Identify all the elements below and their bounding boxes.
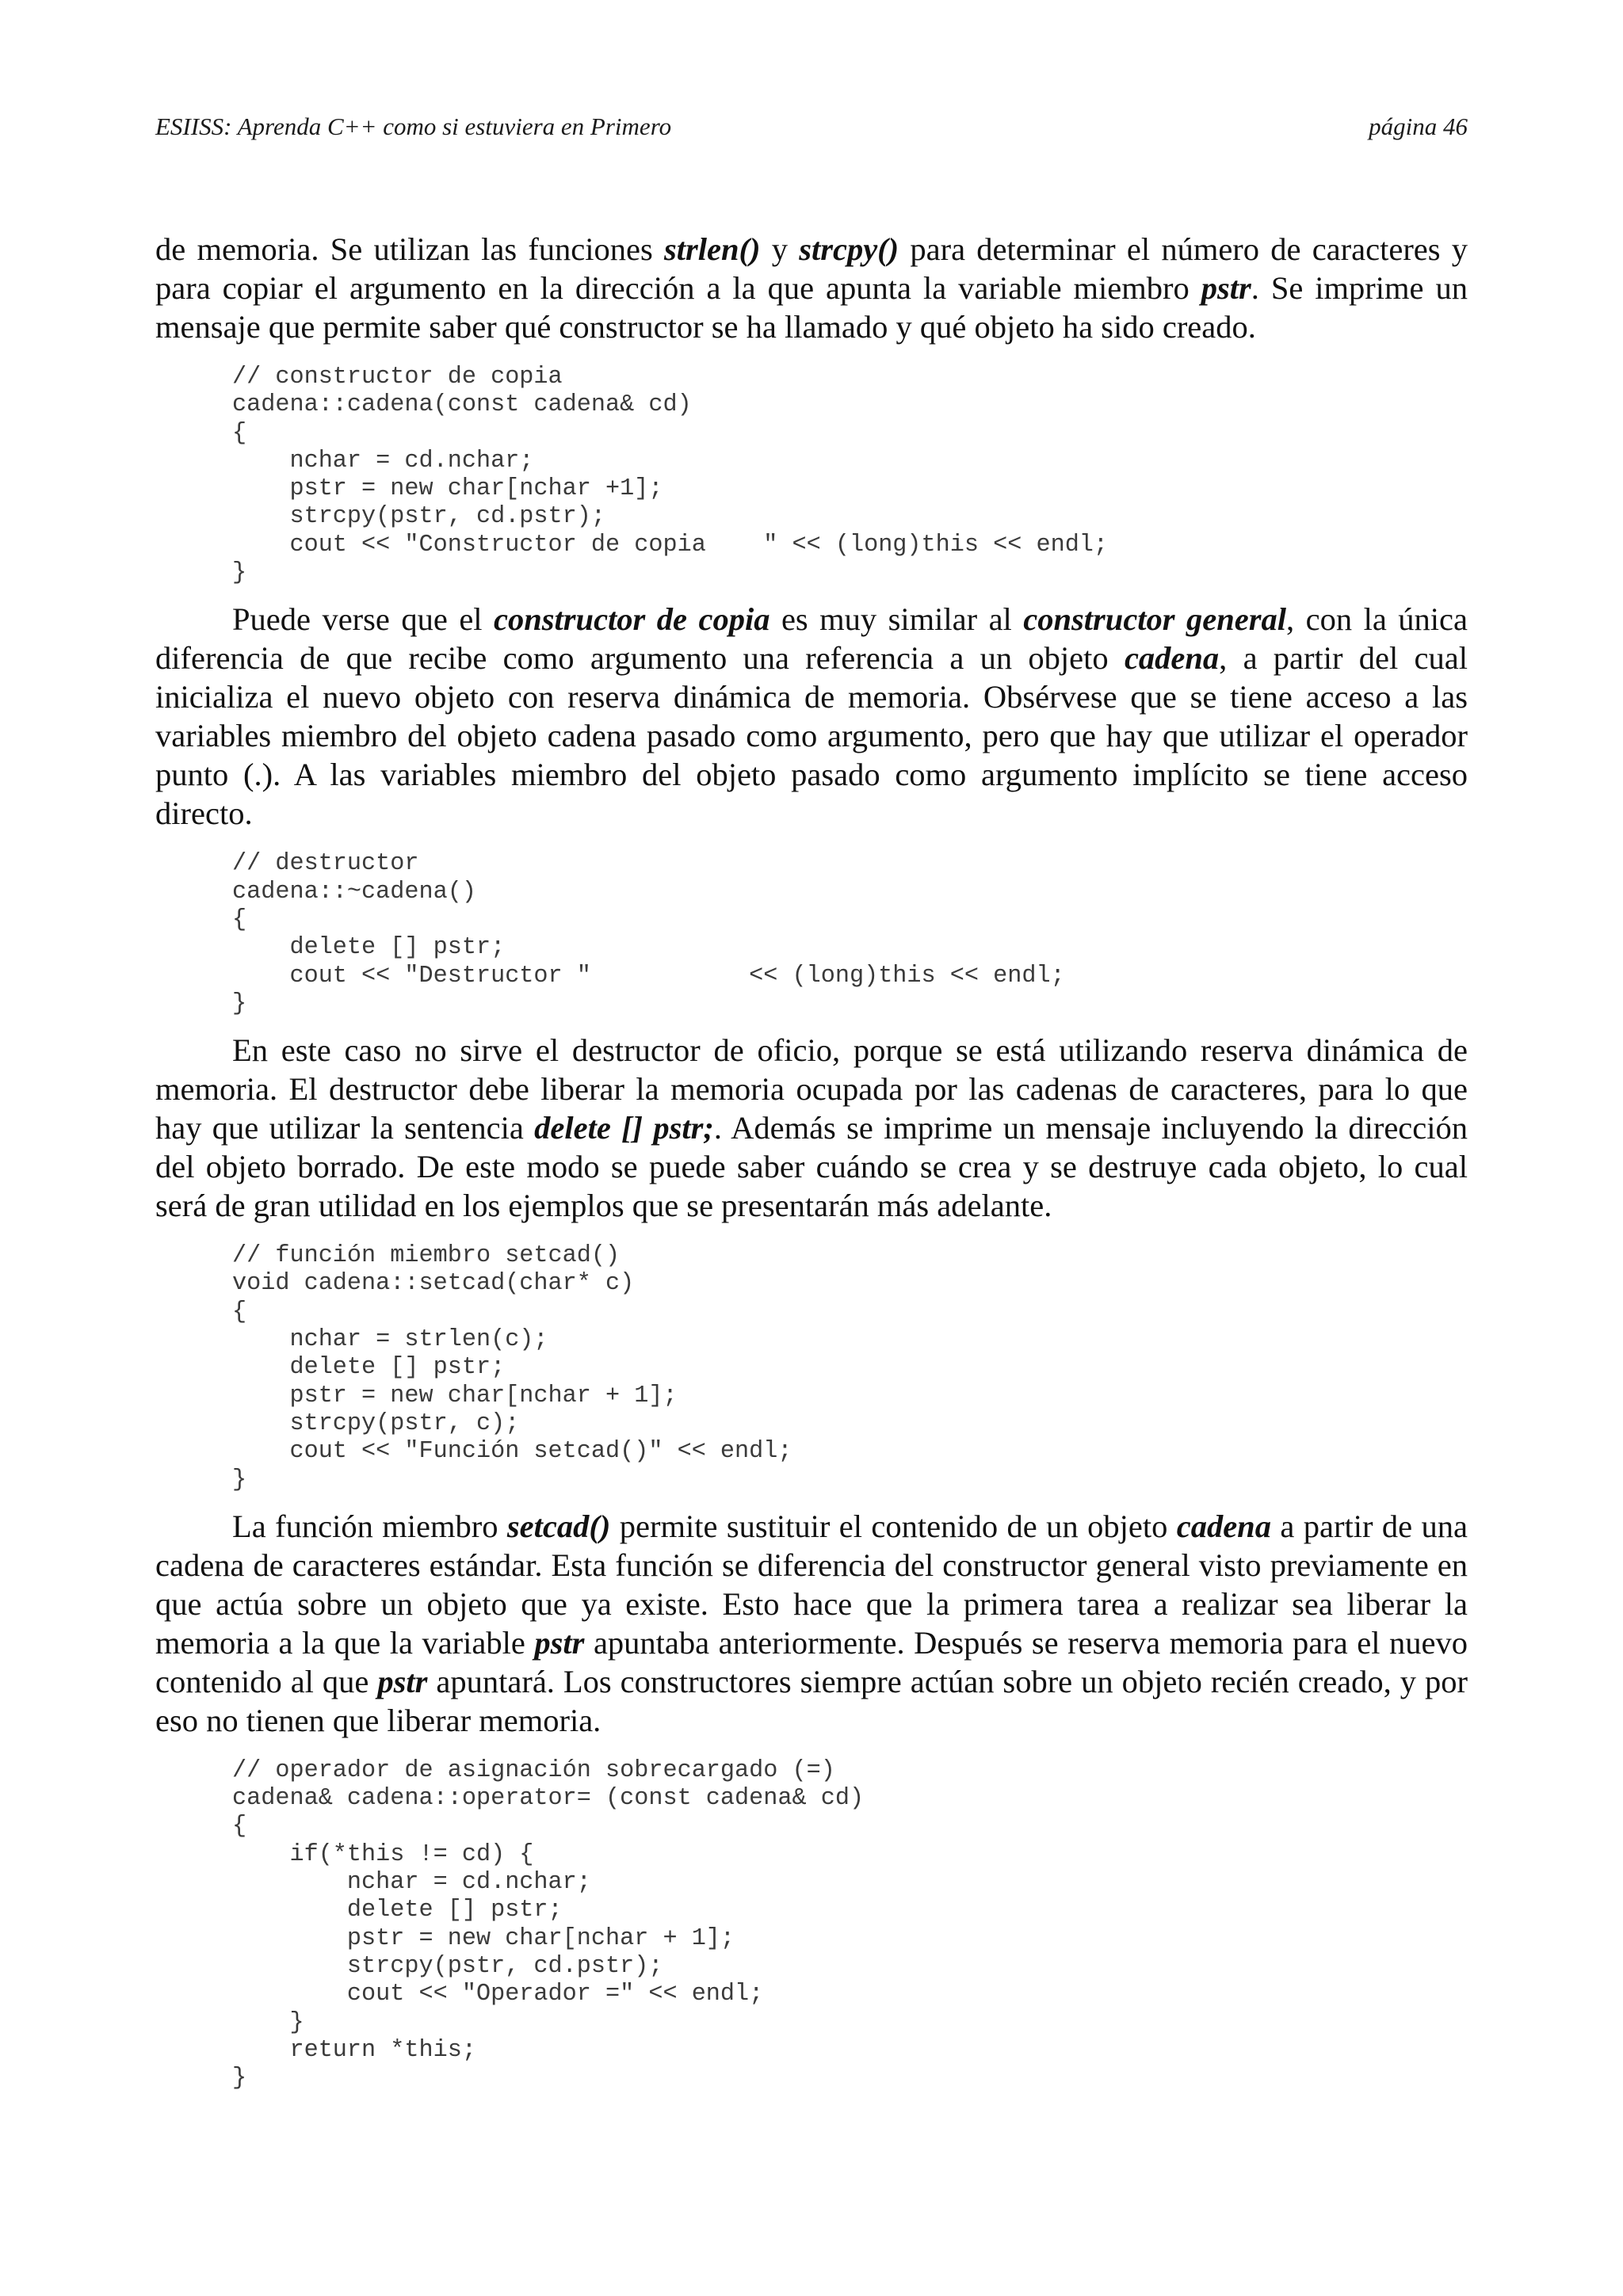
text-run: . Además se imprime un mensaje incluyendo la dirección del objeto borrado. De este modo se puede saber cuándo se crea y se destruye cada objeto, lo cual será de gran utilidad en los ejemplos que se presentarán más adelante. [155, 1110, 1468, 1224]
text-run: a partir de una cadena de caracteres estándar. Esta función se diferencia del constructor general visto previamente en que actúa sobre un objeto que ya existe. Esto hace que la primera tarea a realizar sea liberar la memoria a la que la variable [155, 1508, 1468, 1661]
paragraph-2 [155, 600, 1468, 833]
keyword-pstr: pstr [377, 1663, 428, 1699]
keyword-pstr: pstr [534, 1624, 585, 1661]
keyword-cadena: cadena [1124, 640, 1220, 677]
paragraph-3 [155, 1031, 1468, 1225]
text-run: apuntaba anteriormente. Después se reserva memoria para el nuevo contenido al que [155, 1624, 1468, 1699]
keyword-delete-pstr: delete [] pstr; [534, 1110, 714, 1146]
code-block-setcad: // función miembro setcad() void cadena::setcad(char* c) { nchar = strlen(c); delete [] pstr; pstr = new char[nchar + 1]; strcpy(pstr, c); cout << "Función setcad()" << endl; } [232, 1242, 792, 1493]
code-block-destructor: // destructor cadena::~cadena() { delete [] pstr; cout << "Destructor " << (long)this << endl; } [232, 850, 1065, 1017]
text-run: Puede verse que el [232, 601, 495, 638]
page-number: página 46 [1369, 113, 1468, 140]
paragraph-4 [155, 1507, 1468, 1740]
keyword-setcad: setcad() [506, 1508, 611, 1544]
keyword-strcpy: strcpy() [799, 231, 899, 267]
text-run: para determinar el número de caracteres y para copiar el argumento en la dirección a la que apunta la variable miembro [155, 231, 1468, 306]
text-run: En este caso no sirve el destructor de oficio, porque se está utilizando reserva dinámica de memoria. El destructor debe liberar la memoria ocupada por las cadenas de caracteres, para lo que hay que utilizar la sentencia [155, 1032, 1468, 1146]
text-run: apuntará. Los constructores siempre actúan sobre un objeto recién creado, y por eso no tienen que liberar memoria. [155, 1663, 1468, 1738]
text-run: permite sustituir el contenido de un objeto [610, 1508, 1177, 1544]
text-run: , con la única diferencia de que recibe como argumento una referencia a un objeto [155, 601, 1468, 677]
text-run: . Se imprime un mensaje que permite saber qué constructor se ha llamado y qué objeto ha sido creado. [155, 270, 1468, 345]
keyword-pstr: pstr [1201, 270, 1251, 306]
text-run: es muy similar al [769, 601, 1024, 638]
keyword-cadena: cadena [1176, 1508, 1271, 1544]
text-run: de memoria. Se utilizan las funciones [155, 231, 664, 267]
keyword-constructor-general: constructor general [1023, 601, 1287, 638]
keyword-constructor-de-copia: constructor de copia [494, 601, 770, 638]
paragraph-1 [155, 230, 1468, 346]
page-header [155, 113, 1468, 141]
code-block-copy-constructor: // constructor de copia cadena::cadena(const cadena& cd) { nchar = cd.nchar; pstr = new char[nchar +1]; strcpy(pstr, cd.pstr); cout << "Constructor de copia " << (long)this << endl; } [232, 364, 1109, 587]
code-block-assignment-operator: // operador de asignación sobrecargado (=) cadena& cadena::operator= (const cadena& cd) { if(*this != cd) { nchar = cd.nchar; delete [] pstr; pstr = new char[nchar + 1]; strcpy(pstr, cd.pstr); cout << "Operador =" << endl; } return *this; } [232, 1756, 865, 2092]
text-run: La función miembro [232, 1508, 507, 1544]
header-title: ESIISS: Aprenda C++ como si estuviera en Primero [155, 113, 672, 140]
text-run: y [760, 231, 800, 267]
page-body [155, 230, 1468, 2105]
text-run: , a partir del cual inicializa el nuevo objeto con reserva dinámica de memoria. Obsérvese que se tiene acceso a las variables miembro del objeto cadena pasado como argumento, pero que hay que utilizar el operador punto (.). A las variables miembro del objeto pasado como argumento implícito se tiene acceso directo. [155, 640, 1468, 832]
keyword-strlen: strlen() [664, 231, 761, 267]
